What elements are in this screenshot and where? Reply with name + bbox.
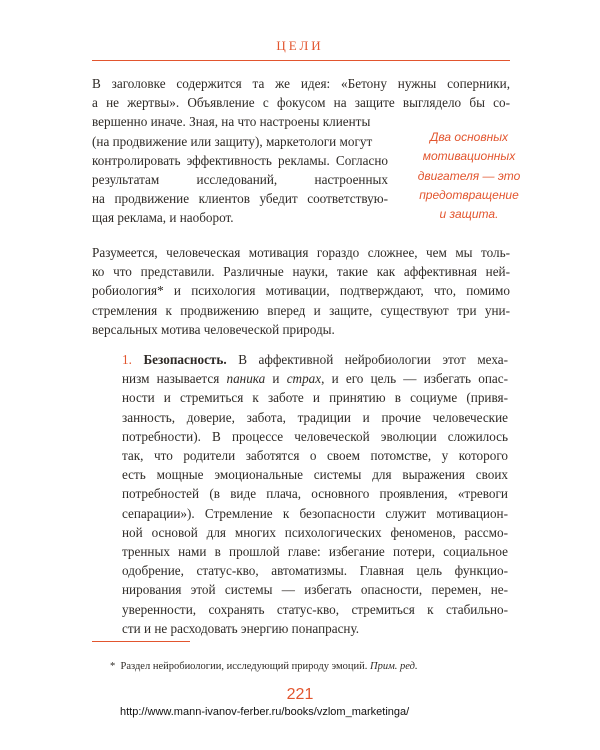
margin-note-line: двигателя — это — [417, 168, 521, 183]
text-line: стремления к продвижению вперед и защите, существуют три уни- — [92, 302, 510, 318]
text-line: результатам исследований, настроенных — [92, 172, 388, 188]
list-item-title: Безопасность. — [143, 352, 227, 367]
text-line: так, что родители заботятся о своем потомстве, у которого — [122, 448, 508, 464]
text-line — [122, 369, 508, 388]
text-line: занность, доверие, забота, традиции и прочие человеческие — [122, 409, 508, 425]
italic-term: паника — [226, 371, 266, 387]
italic-term: страх — [286, 371, 322, 387]
text-line: контролировать эффективность рекламы. Согласно — [92, 152, 388, 168]
text-line: нирования этой системы — избегать опасности, перемен, не- — [122, 582, 508, 598]
text-line: робиология* и психология мотивации, подтверждают, что, помимо — [92, 283, 510, 299]
source-url[interactable]: http://www.mann-ivanov-ferber.ru/books/vzlom_marketinga/ — [120, 706, 410, 718]
text-line: вершенно иначе. Зная, на что настроены клиенты — [92, 114, 371, 130]
footnote-mark: * — [110, 661, 116, 672]
text-line: ной основой для многих психологических феноменов, рассмо- — [122, 524, 508, 540]
text-line: одобрение, статус-кво, автоматизмы. Главная цель функцио- — [122, 563, 508, 579]
body-paragraph — [92, 243, 510, 339]
text-line: потребности). В процессе человеческой эволюции сложилось — [122, 428, 508, 444]
text-fragment: и — [265, 371, 287, 387]
text-line: ко что представили. Различные науки, такие как аффективная ней- — [92, 264, 510, 280]
margin-note-line: Два основных — [429, 130, 509, 144]
list-item-first-line — [122, 350, 508, 369]
text-fragment: , и его цель — избегать опас- — [321, 371, 508, 387]
text-line: сти и не расходовать энергию понапрасну. — [122, 620, 360, 636]
text-line: В заголовке содержится та же идея: «Бетону нужны соперники, — [92, 76, 510, 91]
text-fragment: В аффективной нейробиологии этот меха- — [238, 352, 509, 367]
text-line: сепарации»). Стремление к безопасности служит мотивацион- — [122, 505, 508, 521]
text-line: (на продвижение или защиту), маркетологи могут — [92, 133, 373, 149]
footnote — [110, 661, 418, 672]
text-line: потребностей (в виде плача, основного проявления, «тревоги — [122, 486, 508, 502]
text-line: тренных нами в прошлой главе: избегание потери, социальное — [122, 544, 508, 560]
list-item — [122, 350, 508, 638]
text-line: щая реклама, и наоборот. — [92, 210, 234, 226]
page-number: 221 — [286, 686, 314, 703]
list-number: 1. — [122, 352, 132, 367]
text-line: версальных мотива человеческой природы. — [92, 321, 335, 337]
margin-note-line: и защита. — [439, 207, 499, 222]
text-line: Разумеется, человеческая мотивация гораздо сложнее, чем мы толь- — [92, 245, 510, 260]
footnote-editor-note: Прим. ред. — [370, 661, 418, 672]
text-line: ности и стремиться к заботе и принятию в социуме (привя- — [122, 390, 508, 406]
running-header: ЦЕЛИ — [276, 38, 324, 53]
footnote-text: Раздел нейробиологии, исследующий природу эмоций. — [120, 661, 368, 672]
text-line: уверенности, сохранять статус-кво, стремиться к стабильно- — [122, 601, 508, 617]
margin-note — [410, 128, 528, 224]
header-rule — [92, 60, 510, 61]
footnote-rule — [92, 641, 190, 642]
text-fragment: низм называется — [122, 371, 227, 387]
margin-note-line: мотивационных — [422, 149, 516, 164]
text-line: на продвижение клиентов убедит соответствую- — [92, 191, 388, 207]
text-line: а не жертвы». Объявление с фокусом на защите выглядело бы со- — [92, 95, 510, 111]
text-line: есть мощные эмоциональные системы для выражения своих — [122, 467, 508, 483]
margin-note-line: предотвращение — [419, 187, 519, 202]
